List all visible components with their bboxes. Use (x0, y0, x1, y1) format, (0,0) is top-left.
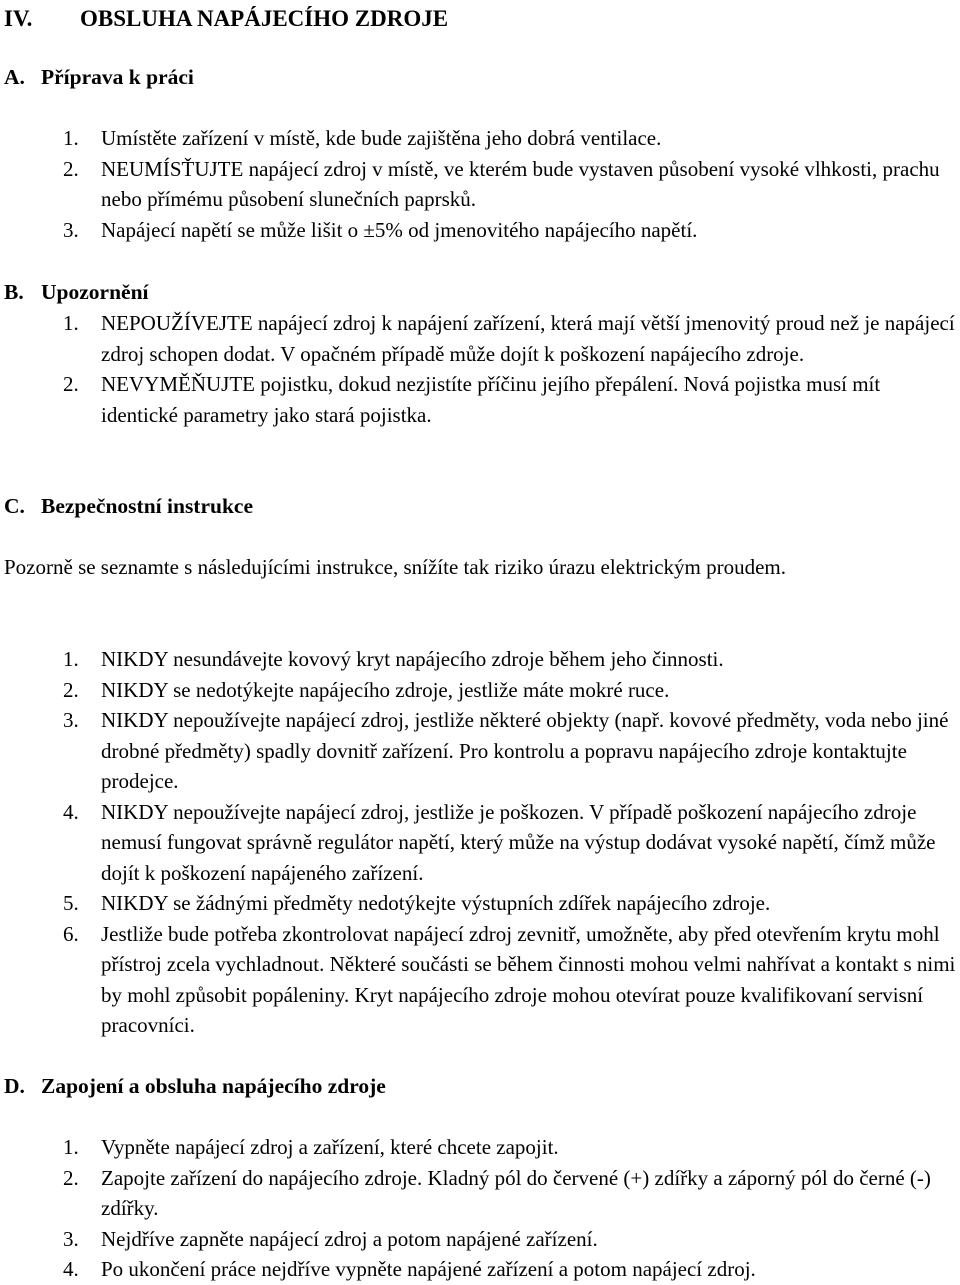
item-number: 2. (63, 677, 79, 702)
section-a-list (4, 123, 956, 245)
section-d-heading (4, 1071, 386, 1102)
section-d-letter: D. (4, 1074, 25, 1098)
list-item (4, 308, 956, 369)
item-number: 1. (63, 311, 79, 335)
list-item (4, 675, 956, 706)
list-item (4, 644, 956, 675)
section-a-title: Příprava k práci (41, 65, 194, 89)
item-text: NIKDY se nedotýkejte napájecího zdroje, jestliže máte mokré ruce. (101, 677, 670, 702)
section-c-letter: C. (4, 494, 25, 518)
item-text: Vypněte napájecí zdroj a zařízení, které chcete zapojit. (101, 1135, 559, 1159)
item-number: 1. (63, 1135, 79, 1159)
list-item (4, 1224, 956, 1255)
item-number: 5. (63, 891, 79, 915)
list-item (4, 705, 956, 797)
item-number: 2. (63, 372, 79, 396)
chapter-heading (4, 4, 448, 35)
section-b-title: Upozornění (41, 280, 149, 304)
section-a-heading (4, 62, 194, 93)
item-text: NIKDY se žádnými předměty nedotýkejte výstupních zdířek napájecího zdroje. (101, 891, 771, 915)
item-text: Po ukončení práce nejdříve vypněte napájené zařízení a potom napájecí zdroj. (101, 1257, 756, 1281)
item-text: NEPOUŽÍVEJTE napájecí zdroj k napájení zařízení, která mají větší jmenovitý proud než je napájecí zdroj schopen dodat. V opačném případě může dojít k poškození napájecího zdroje. (101, 311, 955, 366)
item-number: 2. (63, 156, 79, 181)
list-item (4, 1254, 956, 1285)
chapter-number: IV. (4, 6, 33, 31)
section-c-heading (4, 491, 253, 522)
item-text: NIKDY nepoužívejte napájecí zdroj, jestliže některé objekty (např. kovové předměty, voda nebo jiné drobné předměty) spadly dovnitř zařízení. Pro kontrolu a popravu napájecího zdroje kontaktujte prodejce. (101, 708, 949, 793)
section-c-list (4, 644, 956, 1041)
section-c-intro: Pozorně se seznamte s následujícími instrukce, snížíte tak riziko úrazu elektrickým proudem. (4, 555, 787, 579)
item-number: 3. (63, 217, 79, 242)
item-number: 1. (63, 126, 79, 150)
item-text: NEUMÍSŤUJTE napájecí zdroj v místě, ve kterém bude vystaven působení vysoké vlhkosti, prachu nebo přímému působení slunečních paprsků. (101, 156, 940, 211)
item-number: 1. (63, 647, 79, 671)
item-number: 4. (63, 799, 79, 824)
list-item (4, 154, 956, 215)
list-item (4, 369, 956, 430)
item-text: Jestliže bude potřeba zkontrolovat napájecí zdroj zevnitř, umožněte, aby před otevřením krytu mohl přístroj zcela vychladnout. Některé součásti se během činnosti mohou velmi nahřívat a kontakt s nimi by mohl způsobit popáleniny. Kryt napájecího zdroje mohou otevírat pouze kvalifikovaní servisní pracovníci. (101, 921, 956, 1037)
list-item (4, 215, 956, 246)
item-number: 4. (63, 1257, 79, 1281)
item-text: NIKDY nepoužívejte napájecí zdroj, jestliže je poškozen. V případě poškození napájecího zdroje nemusí fungovat správně regulátor napětí, který může na výstup dodávat vysoké napětí, čímž může dojít k poškození napájeného zařízení. (101, 799, 936, 885)
section-a-letter: A. (4, 65, 25, 89)
list-item (4, 123, 956, 154)
item-text: Napájecí napětí se může lišit o ±5% od jmenovitého napájecího napětí. (101, 217, 698, 242)
section-b-heading (4, 277, 149, 308)
section-d-title: Zapojení a obsluha napájecího zdroje (41, 1074, 386, 1098)
list-item (4, 888, 956, 919)
item-number: 2. (63, 1165, 79, 1190)
item-text: NEVYMĚŇUJTE pojistku, dokud nezjistíte příčinu jejího přepálení. Nová pojistka musí mít identické parametry jako stará pojistka. (101, 372, 881, 427)
list-item (4, 1132, 956, 1163)
chapter-title: OBSLUHA NAPÁJECÍHO ZDROJE (80, 6, 449, 31)
list-item (4, 919, 956, 1041)
item-number: 3. (63, 1226, 79, 1251)
item-text: Umístěte zařízení v místě, kde bude zajištěna jeho dobrá ventilace. (101, 126, 662, 150)
item-number: 6. (63, 921, 79, 946)
section-d-list (4, 1132, 956, 1285)
item-text: Zapojte zařízení do napájecího zdroje. Kladný pól do červené (+) zdířky a záporný pól do černé (-) zdířky. (101, 1165, 931, 1220)
section-c-title: Bezpečnostní instrukce (41, 494, 254, 518)
item-text: NIKDY nesundávejte kovový kryt napájecího zdroje během jeho činnosti. (101, 647, 724, 671)
list-item (4, 797, 956, 889)
section-b-list (4, 308, 956, 430)
item-text: Nejdříve zapněte napájecí zdroj a potom napájené zařízení. (101, 1226, 598, 1251)
list-item (4, 1163, 956, 1224)
section-b-letter: B. (4, 280, 24, 304)
item-number: 3. (63, 708, 79, 732)
